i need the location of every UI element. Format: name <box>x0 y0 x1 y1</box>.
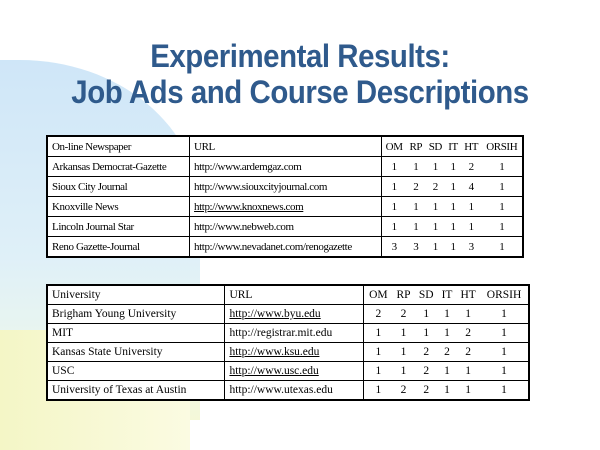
url-link[interactable]: http://www.byu.edu <box>229 308 321 320</box>
metric-value-cell: 2 <box>415 381 438 401</box>
url-link[interactable]: http://registrar.mit.edu <box>229 327 333 339</box>
table-row <box>47 343 529 362</box>
metric-value-cell: 1 <box>392 343 414 362</box>
metric-value-cell: 1 <box>481 237 523 258</box>
metric-value-cell: 1 <box>445 177 461 197</box>
metric-value-cell: 1 <box>438 305 456 324</box>
url-link[interactable]: http://www.knoxnews.com <box>194 200 304 213</box>
metric-value-cell: 1 <box>382 157 407 177</box>
table-header-row <box>47 285 529 305</box>
metric-value-cell: 3 <box>382 237 407 258</box>
row-url-cell <box>225 381 364 401</box>
metric-value-cell: 1 <box>445 197 461 217</box>
metric-value-cell: 1 <box>481 197 523 217</box>
metric-value-cell: 1 <box>415 305 438 324</box>
slide-title-line2: Job Ads and Course Descriptions <box>71 74 529 110</box>
metric-value-cell: 1 <box>480 381 529 401</box>
column-header: University <box>47 285 225 305</box>
metric-value-cell: 4 <box>461 177 482 197</box>
newspaper-results-table <box>46 135 524 258</box>
metric-value-cell: 1 <box>461 197 482 217</box>
column-header: RP <box>406 136 425 157</box>
metric-value-cell: 2 <box>456 324 480 343</box>
metric-value-cell: 1 <box>456 381 480 401</box>
table-row <box>47 197 523 217</box>
url-link[interactable]: http://www.nebweb.com <box>194 220 294 233</box>
column-header: SD <box>415 285 438 305</box>
column-header: SD <box>425 136 445 157</box>
row-name-cell: University of Texas at Austin <box>47 381 225 401</box>
url-link[interactable]: http://www.ksu.edu <box>229 346 320 358</box>
metric-value-cell: 2 <box>406 177 425 197</box>
metric-value-cell: 1 <box>445 157 461 177</box>
metric-value-cell: 1 <box>364 362 392 381</box>
column-header: HT <box>456 285 480 305</box>
metric-value-cell: 2 <box>425 177 445 197</box>
metric-value-cell: 1 <box>481 217 523 237</box>
metric-value-cell: 1 <box>480 305 529 324</box>
row-url-cell <box>190 157 382 177</box>
metric-value-cell: 1 <box>425 237 445 258</box>
url-link[interactable]: http://www.utexas.edu <box>229 384 333 396</box>
metric-value-cell: 1 <box>364 343 392 362</box>
metric-value-cell: 1 <box>481 177 523 197</box>
metric-value-cell: 1 <box>481 157 523 177</box>
column-header: HT <box>461 136 482 157</box>
metric-value-cell: 2 <box>415 362 438 381</box>
metric-value-cell: 2 <box>461 157 482 177</box>
table-header-row <box>47 136 523 157</box>
table-row <box>47 362 529 381</box>
metric-value-cell: 1 <box>480 343 529 362</box>
table-row <box>47 177 523 197</box>
column-header: On-line Newspaper <box>47 136 190 157</box>
url-link[interactable]: http://www.ardemgaz.com <box>194 160 302 173</box>
url-link[interactable]: http://www.siouxcityjournal.com <box>194 180 327 193</box>
metric-value-cell: 1 <box>425 217 445 237</box>
column-header: ORSIH <box>481 136 523 157</box>
row-url-cell <box>190 177 382 197</box>
slide-title-line1: Experimental Results: <box>150 38 450 74</box>
row-name-cell: Brigham Young University <box>47 305 225 324</box>
metric-value-cell: 1 <box>438 381 456 401</box>
row-name-cell: Kansas State University <box>47 343 225 362</box>
column-header: IT <box>445 136 461 157</box>
table-row <box>47 324 529 343</box>
url-link[interactable]: http://www.nevadanet.com/renogazette <box>194 240 352 253</box>
row-url-cell <box>190 197 382 217</box>
row-url-cell <box>225 305 364 324</box>
metric-value-cell: 2 <box>438 343 456 362</box>
row-name-cell: Knoxville News <box>47 197 190 217</box>
table-row <box>47 217 523 237</box>
table-row <box>47 305 529 324</box>
metric-value-cell: 1 <box>382 217 407 237</box>
url-link[interactable]: http://www.usc.edu <box>229 365 319 377</box>
metric-value-cell: 1 <box>425 157 445 177</box>
column-header: ORSIH <box>480 285 529 305</box>
metric-value-cell: 3 <box>406 237 425 258</box>
row-url-cell <box>225 324 364 343</box>
metric-value-cell: 1 <box>425 197 445 217</box>
university-results-table <box>46 284 530 401</box>
metric-value-cell: 1 <box>392 362 414 381</box>
row-url-cell <box>190 217 382 237</box>
metric-value-cell: 3 <box>461 237 482 258</box>
metric-value-cell: 1 <box>406 157 425 177</box>
metric-value-cell: 1 <box>438 324 456 343</box>
metric-value-cell: 1 <box>438 362 456 381</box>
metric-value-cell: 2 <box>364 305 392 324</box>
metric-value-cell: 1 <box>415 324 438 343</box>
row-name-cell: USC <box>47 362 225 381</box>
column-header: OM <box>364 285 392 305</box>
column-header: OM <box>382 136 407 157</box>
table-row <box>47 237 523 258</box>
metric-value-cell: 1 <box>445 237 461 258</box>
metric-value-cell: 1 <box>364 324 392 343</box>
row-name-cell: Sioux City Journal <box>47 177 190 197</box>
metric-value-cell: 1 <box>456 305 480 324</box>
column-header: URL <box>190 136 382 157</box>
row-url-cell <box>225 362 364 381</box>
metric-value-cell: 1 <box>461 217 482 237</box>
row-name-cell: Arkansas Democrat-Gazette <box>47 157 190 177</box>
metric-value-cell: 1 <box>445 217 461 237</box>
metric-value-cell: 1 <box>392 324 414 343</box>
metric-value-cell: 1 <box>480 362 529 381</box>
column-header: IT <box>438 285 456 305</box>
metric-value-cell: 1 <box>406 217 425 237</box>
row-name-cell: MIT <box>47 324 225 343</box>
metric-value-cell: 1 <box>364 381 392 401</box>
metric-value-cell: 1 <box>382 197 407 217</box>
table-row <box>47 157 523 177</box>
column-header: RP <box>392 285 414 305</box>
metric-value-cell: 2 <box>415 343 438 362</box>
row-name-cell: Reno Gazette-Journal <box>47 237 190 258</box>
column-header: URL <box>225 285 364 305</box>
metric-value-cell: 1 <box>382 177 407 197</box>
table-row <box>47 381 529 401</box>
metric-value-cell: 1 <box>406 197 425 217</box>
metric-value-cell: 2 <box>392 381 414 401</box>
metric-value-cell: 1 <box>456 362 480 381</box>
metric-value-cell: 1 <box>480 324 529 343</box>
metric-value-cell: 2 <box>392 305 414 324</box>
row-name-cell: Lincoln Journal Star <box>47 217 190 237</box>
row-url-cell <box>225 343 364 362</box>
metric-value-cell: 2 <box>456 343 480 362</box>
row-url-cell <box>190 237 382 258</box>
